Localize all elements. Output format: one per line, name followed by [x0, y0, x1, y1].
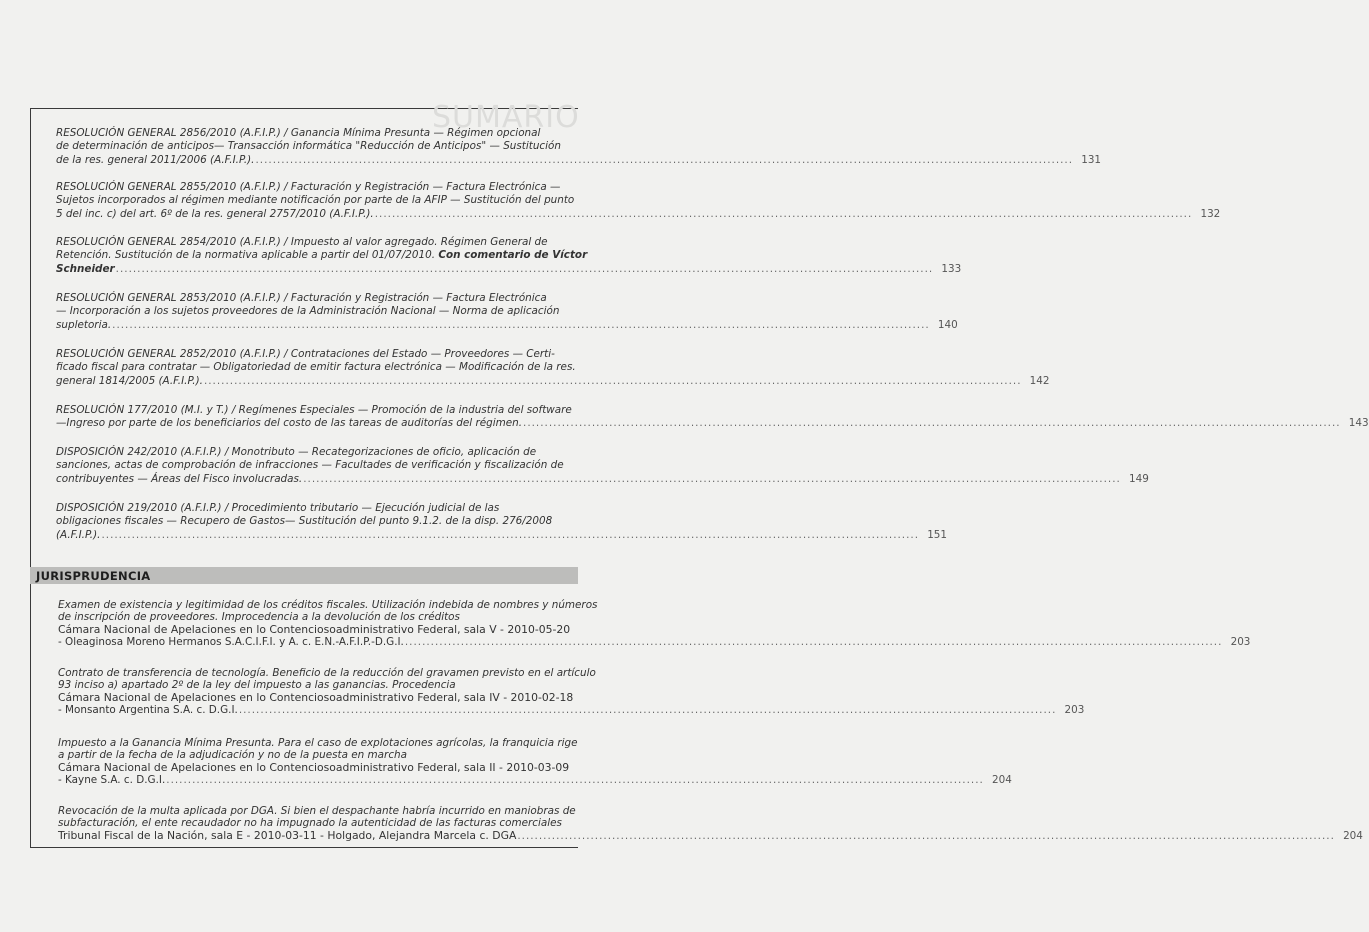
watermark-text: SUMARIO	[432, 100, 580, 135]
entry-last-line	[56, 528, 948, 542]
dot-leader	[375, 208, 1193, 221]
case-entry-oleaginosa[interactable]	[58, 599, 1251, 649]
page-number: 132	[1200, 207, 1221, 220]
dot-leader	[405, 636, 1223, 648]
case-court: Cámara Nacional de Apelaciones en lo Contenciosoadministrativo Federal, sala IV - 2010-02-18	[58, 690, 574, 704]
entry-last-line	[56, 262, 962, 276]
page-number: 133	[941, 262, 962, 275]
case-summary-line: a partir de la fecha de la adjudicación y no de la puesta en marcha	[58, 749, 407, 762]
dot-leader	[166, 774, 984, 786]
case-summary-line: de inscripción de proveedores. Improcedencia a la devolución de los créditos	[58, 611, 460, 624]
entry-line: —Ingreso por parte de los beneficiarios del costo de las tareas de auditorías del régimen.	[56, 417, 523, 430]
entry-line: (A.F.I.P.).	[56, 528, 101, 541]
case-entry-holgado[interactable]	[58, 805, 1363, 842]
page-number: 142	[1029, 374, 1050, 387]
entry-line: RESOLUCIÓN GENERAL 2855/2010 (A.F.I.P.) / Facturación y Registración — Factura Electrónica —	[56, 181, 561, 193]
toc-entry-disp-242[interactable]	[56, 446, 1149, 486]
case-summary-line: Examen de existencia y legitimidad de los créditos fiscales. Utilización indebida de nombres y números	[58, 599, 598, 611]
toc-entry-rg-2853[interactable]	[56, 292, 958, 332]
comment-author-surname: Schneider	[56, 262, 115, 275]
entry-line: de determinación de anticipos— Transacción informática "Reducción de Anticipos" — Sustitución	[56, 140, 561, 153]
entry-line: RESOLUCIÓN 177/2010 (M.I. y T.) / Regímenes Especiales — Promoción de la industria del software	[56, 404, 572, 416]
dot-leader	[303, 473, 1121, 486]
entry-line: — Incorporación a los sujetos proveedores de la Administración Nacional — Norma de aplicación	[56, 305, 560, 318]
case-entry-monsanto[interactable]	[58, 667, 1085, 717]
comment-author: Con comentario de Víctor	[438, 249, 588, 262]
entry-line: DISPOSICIÓN 219/2010 (A.F.I.P.) / Procedimiento tributario — Ejecución judicial de las	[56, 502, 500, 514]
case-court-parties: Tribunal Fiscal de la Nación, sala E - 2010-03-11 - Holgado, Alejandra Marcela c. DGA	[58, 828, 517, 842]
dot-leader	[116, 263, 934, 276]
entry-line: contribuyentes — Áreas del Fisco involucradas.	[56, 472, 303, 485]
toc-entry-rg-2854[interactable]	[56, 236, 962, 276]
case-summary-line: Revocación de la multa aplicada por DGA. Si bien el despachante habría incurrido en maniobras de	[58, 805, 576, 817]
toc-entry-disp-219[interactable]	[56, 502, 948, 542]
toc-entry-rg-2856[interactable]	[56, 127, 1102, 167]
entry-last-line	[56, 318, 958, 332]
entry-last-line	[56, 417, 1369, 430]
page-number: 140	[937, 318, 958, 331]
dot-leader	[101, 529, 919, 542]
entry-line: 5 del inc. c) del art. 6º de la res. general 2757/2010 (A.F.I.P.).	[56, 207, 374, 220]
case-entry-kayne[interactable]	[58, 737, 1012, 787]
case-last-line	[58, 636, 1251, 649]
entry-last-line	[56, 153, 1102, 167]
entry-line: RESOLUCIÓN GENERAL 2853/2010 (A.F.I.P.) / Facturación y Registración — Factura Electrónica	[56, 292, 547, 304]
page-number: 131	[1081, 153, 1102, 166]
entry-line: DISPOSICIÓN 242/2010 (A.F.I.P.) / Monotributo — Recategorizaciones de oficio, aplicación de	[56, 446, 537, 458]
section-title: JURISPRUDENCIA	[36, 569, 151, 583]
entry-line: sanciones, actas de comprobación de infracciones — Facultades de verificación y fiscalización de	[56, 459, 564, 472]
toc-entry-rg-2855[interactable]	[56, 181, 1221, 221]
dot-leader	[523, 417, 1341, 430]
case-summary-line: subfacturación, el ente recaudador no ha impugnado la autenticidad de las facturas comerciales	[58, 817, 562, 830]
toc-entry-rg-2852[interactable]	[56, 348, 1050, 388]
case-last-line	[58, 774, 1012, 787]
page-number: 149	[1128, 472, 1149, 485]
dot-leader	[204, 375, 1022, 388]
entry-line: RESOLUCIÓN GENERAL 2852/2010 (A.F.I.P.) / Contrataciones del Estado — Proveedores — Certi-	[56, 348, 555, 360]
case-parties: - Kayne S.A. c. D.G.I.	[58, 774, 166, 787]
entry-last-line	[56, 207, 1221, 221]
page-number: 203	[1230, 636, 1251, 649]
entry-line-with-comment	[56, 249, 588, 262]
entry-last-line	[56, 472, 1149, 486]
page-number: 203	[1064, 704, 1085, 717]
page-number: 204	[1343, 829, 1363, 842]
entry-line: de la res. general 2011/2006 (A.F.I.P.).	[56, 153, 255, 166]
dot-leader	[517, 830, 1335, 842]
case-last-line	[58, 828, 1363, 842]
case-summary-line: Impuesto a la Ganancia Mínima Presunta. Para el caso de explotaciones agrícolas, la franquicia rige	[58, 737, 578, 749]
case-summary-line: 93 inciso a) apartado 2º de la ley del impuesto a las ganancias. Procedencia	[58, 679, 456, 692]
entry-line: ficado fiscal para contratar — Obligatoriedad de emitir factura electrónica — Modificación de la res.	[56, 361, 576, 374]
toc-entry-res-177[interactable]	[56, 404, 1369, 431]
dot-leader	[255, 154, 1073, 167]
entry-line: Sujetos incorporados al régimen mediante notificación por parte de la AFIP — Sustitución del punto	[56, 194, 575, 207]
page-number: 151	[927, 528, 948, 541]
entry-line: obligaciones fiscales — Recupero de Gastos— Sustitución del punto 9.1.2. de la disp. 276/2008	[56, 515, 553, 528]
entry-line: general 1814/2005 (A.F.I.P.).	[56, 374, 203, 387]
case-last-line	[58, 704, 1085, 717]
case-summary-line: Contrato de transferencia de tecnología. Beneficio de la reducción del gravamen previsto en el artículo	[58, 667, 596, 679]
case-court: Cámara Nacional de Apelaciones en lo Contenciosoadministrativo Federal, sala V - 2010-05-20	[58, 622, 571, 636]
case-parties: - Oleaginosa Moreno Hermanos S.A.C.I.F.I. y A. c. E.N.-A.F.I.P.-D.G.I.	[58, 636, 404, 649]
entry-line: RESOLUCIÓN GENERAL 2856/2010 (A.F.I.P.) / Ganancia Mínima Presunta — Régimen opcional	[56, 127, 541, 139]
entry-last-line	[56, 374, 1050, 388]
case-court: Cámara Nacional de Apelaciones en lo Contenciosoadministrativo Federal, sala II - 2010-03-09	[58, 760, 570, 774]
section-header-jurisprudencia	[30, 567, 578, 584]
dot-leader	[112, 319, 930, 332]
dot-leader	[239, 704, 1057, 716]
entry-line: RESOLUCIÓN GENERAL 2854/2010 (A.F.I.P.) / Impuesto al valor agregado. Régimen General de	[56, 236, 548, 248]
entry-line: supletoria.	[56, 318, 112, 331]
page-number: 143	[1348, 417, 1369, 430]
entry-text: Retención. Sustitución de la normativa aplicable a partir del 01/07/2010.	[56, 249, 436, 262]
page-number: 204	[991, 774, 1012, 787]
case-parties: - Monsanto Argentina S.A. c. D.G.I.	[58, 704, 238, 717]
